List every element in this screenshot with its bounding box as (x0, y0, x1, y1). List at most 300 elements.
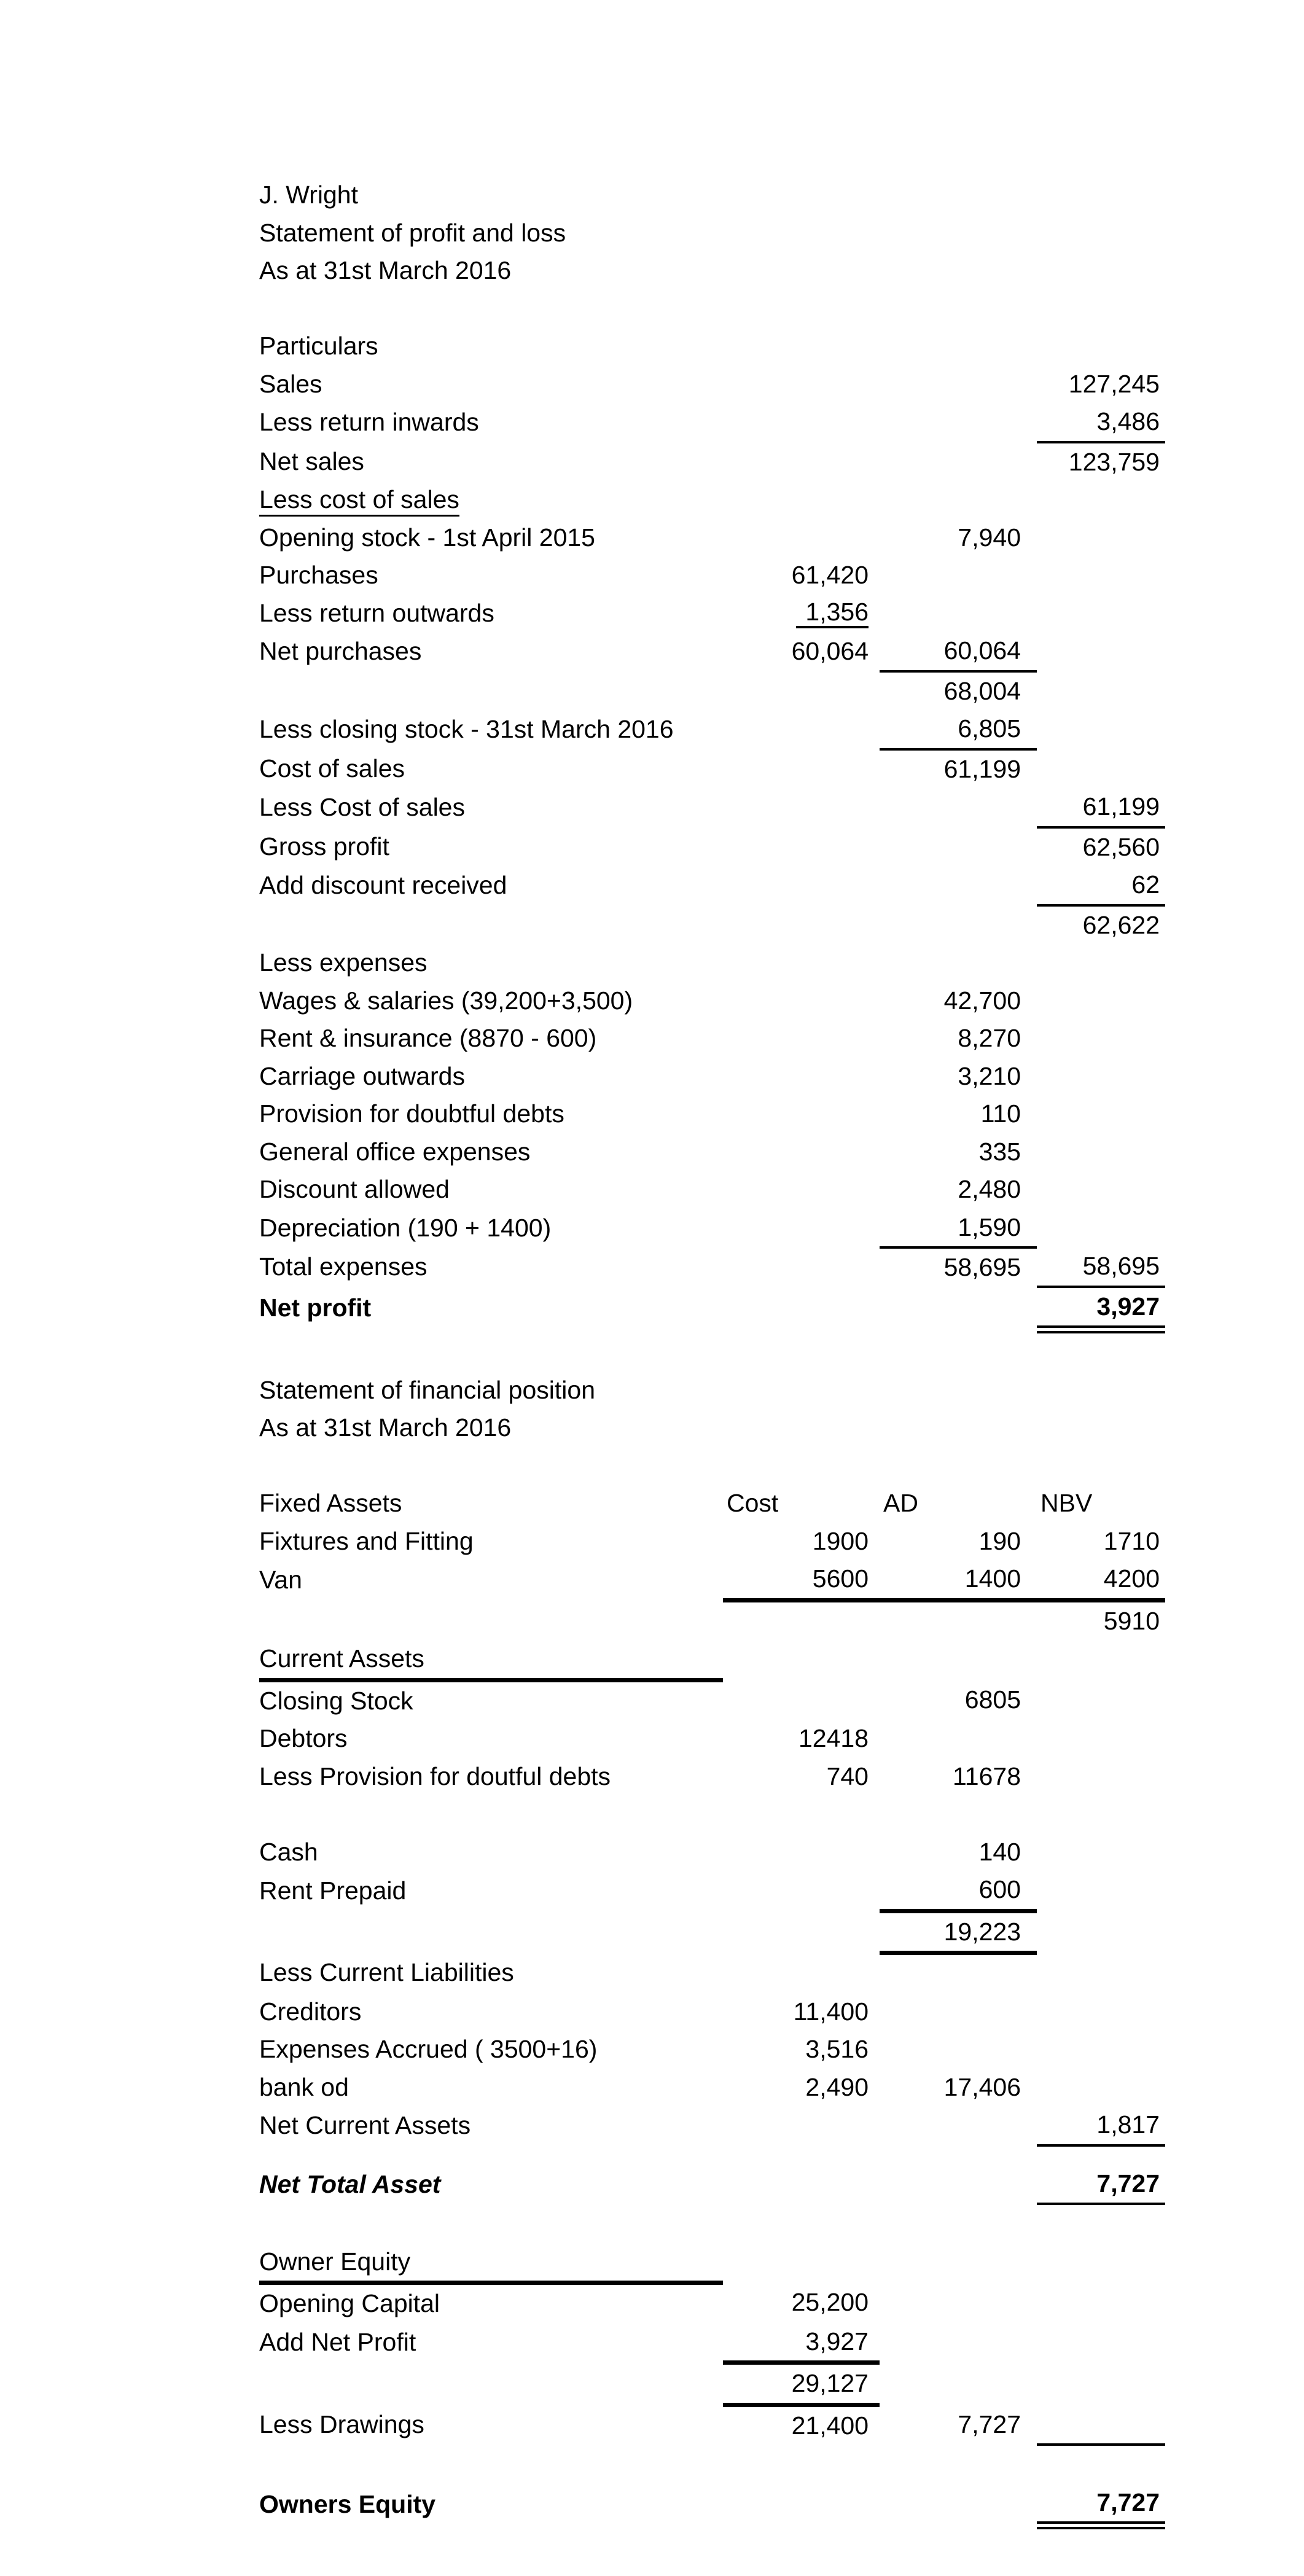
spacer-row (259, 1447, 1165, 1485)
amount-cell-b (723, 2323, 880, 2363)
amount-cell-c (880, 252, 1037, 290)
row-label-cell (259, 481, 723, 519)
table-row (259, 1758, 1165, 1796)
table-row (259, 944, 1165, 982)
amount-cell-c (880, 365, 1037, 404)
amount-text: 1710 (1103, 1526, 1160, 1555)
amount-cell-c (880, 2405, 1037, 2445)
amount-cell-d (1037, 1209, 1165, 1248)
amount-text: 7,727 (1096, 2169, 1160, 2198)
table-row (259, 866, 1165, 905)
row-label-cell (259, 1058, 723, 1096)
row-label-text: Depreciation (190 + 1400) (259, 1213, 552, 1242)
row-label-cell (259, 1720, 723, 1758)
row-label-text: Total expenses (259, 1252, 428, 1281)
table-row (259, 2363, 1165, 2405)
row-label-cell (259, 1560, 723, 1600)
amount-cell-c (880, 519, 1037, 557)
amount-cell-d (1037, 1287, 1165, 1330)
row-label-text: Rent Prepaid (259, 1876, 407, 1905)
amount-cell-c (880, 442, 1037, 482)
row-label-text: Opening Capital (259, 2289, 440, 2318)
row-label-text: Net profit (259, 1293, 372, 1322)
amount-text: 6805 (964, 1685, 1021, 1714)
amount-text: 21,400 (791, 2411, 869, 2440)
row-label-text: Rent & insurance (8870 - 600) (259, 1024, 597, 1053)
amount-text: 1,590 (958, 1212, 1021, 1241)
amount-cell-b (723, 2283, 880, 2323)
row-label-cell (259, 827, 723, 867)
amount-cell-c (880, 2323, 1037, 2363)
amount-cell-c (880, 671, 1037, 711)
amount-text: 740 (826, 1762, 869, 1790)
amount-cell-b (723, 749, 880, 789)
row-label-text: J. Wright (259, 181, 358, 209)
table-row (259, 252, 1165, 290)
table-row (259, 905, 1165, 945)
row-label-cell (259, 749, 723, 789)
table-row (259, 1287, 1165, 1330)
table-row (259, 1833, 1165, 1872)
amount-text: 61,420 (791, 561, 869, 590)
amount-text: 1900 (812, 1526, 869, 1555)
row-label-cell (259, 2363, 723, 2405)
amount-cell-b (723, 214, 880, 252)
amount-cell-d (1037, 2069, 1165, 2107)
amount-cell-b (723, 252, 880, 290)
amount-text: 4200 (1103, 1564, 1160, 1593)
amount-text: 7,940 (958, 523, 1021, 552)
row-label-cell (259, 1680, 723, 1720)
row-label-text: As at 31st March 2016 (259, 1413, 512, 1442)
row-label-text: Owner Equity (259, 2247, 411, 2276)
row-label-cell (259, 1911, 723, 1953)
amount-text: 11678 (953, 1762, 1021, 1790)
amount-cell-d (1037, 481, 1165, 519)
table-row (259, 1953, 1165, 1993)
table-row (259, 1247, 1165, 1287)
row-label-text: Less return inwards (259, 408, 479, 437)
table-row (259, 1020, 1165, 1058)
amount-text: 7,727 (958, 2410, 1021, 2438)
amount-cell-c (880, 176, 1037, 214)
spacer-row (259, 2145, 1165, 2165)
amount-cell-b (723, 2031, 880, 2069)
table-row (259, 327, 1165, 365)
table-row (259, 827, 1165, 867)
row-label-cell (259, 866, 723, 905)
row-label-cell (259, 632, 723, 671)
amount-text: 7,727 (1096, 2488, 1160, 2516)
row-label-text: Current Assets (259, 1644, 424, 1673)
amount-cell-b (723, 442, 880, 482)
amount-cell-d (1037, 1058, 1165, 1096)
row-label-text: Less Drawings (259, 2410, 424, 2438)
amount-cell-d (1037, 2484, 1165, 2526)
table-row (259, 403, 1165, 442)
amount-cell-c (880, 327, 1037, 365)
row-label-text: Less cost of sales (259, 485, 459, 517)
row-label-cell (259, 252, 723, 290)
amount-cell-c (880, 1720, 1037, 1758)
amount-cell-c (880, 1871, 1037, 1911)
amount-cell-c (880, 1247, 1037, 1287)
row-label-cell (259, 982, 723, 1020)
amount-cell-c (880, 982, 1037, 1020)
amount-text: 12418 (798, 1724, 869, 1753)
amount-text: 6,805 (958, 714, 1021, 743)
amount-cell-c (880, 866, 1037, 905)
amount-text: 68,004 (943, 676, 1021, 705)
amount-text: 110 (980, 1099, 1021, 1128)
amount-cell-c (880, 2484, 1037, 2526)
table-row (259, 1720, 1165, 1758)
amount-cell-d (1037, 1171, 1165, 1209)
amount-cell-d (1037, 252, 1165, 290)
table-row (259, 2069, 1165, 2107)
table-row (259, 176, 1165, 214)
row-label-text: Owners Equity (259, 2489, 436, 2518)
table-row (259, 1993, 1165, 2031)
amount-text: 3,927 (805, 2327, 869, 2355)
row-label-text: Provision for doubtful debts (259, 1099, 564, 1128)
amount-cell-d (1037, 1095, 1165, 1133)
row-label-text: Gross profit (259, 832, 389, 861)
amount-cell-b (723, 2243, 880, 2283)
row-label-text: Less Current Liabilities (259, 1958, 514, 1987)
row-label-text: Sales (259, 369, 322, 398)
table-row (259, 1600, 1165, 1640)
amount-cell-b (723, 1758, 880, 1796)
amount-text: NBV (1040, 1489, 1093, 1518)
row-label-cell (259, 1640, 723, 1680)
table-row (259, 632, 1165, 671)
amount-cell-b (723, 1911, 880, 1953)
amount-cell-d (1037, 944, 1165, 982)
spacer-row (259, 290, 1165, 328)
amount-cell-b (723, 982, 880, 1020)
amount-text: 3,516 (805, 2035, 869, 2064)
amount-text: 123,759 (1068, 447, 1160, 476)
amount-cell-c (880, 749, 1037, 789)
amount-cell-b (723, 1287, 880, 1330)
amount-cell-b (723, 1095, 880, 1133)
amount-cell-c (880, 556, 1037, 595)
amount-cell-d (1037, 1833, 1165, 1872)
table-row (259, 1485, 1165, 1523)
amount-cell-d (1037, 327, 1165, 365)
amount-cell-d (1037, 442, 1165, 482)
amount-cell-b (723, 1720, 880, 1758)
row-label-text: Creditors (259, 1997, 362, 2026)
row-label-cell (259, 1020, 723, 1058)
amount-text: 600 (978, 1875, 1021, 1904)
amount-cell-b (723, 1409, 880, 1447)
amount-cell-d (1037, 214, 1165, 252)
amount-text: 62,560 (1082, 832, 1160, 861)
row-label-cell (259, 327, 723, 365)
spacer-cell (259, 290, 1165, 328)
amount-text: 3,927 (1096, 1292, 1160, 1321)
row-label-cell (259, 2405, 723, 2445)
amount-text: 1,817 (1096, 2110, 1160, 2139)
row-label-cell (259, 2106, 723, 2145)
amount-text: 127,245 (1068, 369, 1160, 398)
table-row (259, 1871, 1165, 1911)
row-label-cell (259, 710, 723, 749)
row-label-text: Less Provision for doutful debts (259, 1762, 611, 1790)
amount-text: 25,200 (791, 2288, 869, 2317)
amount-cell-c (880, 1409, 1037, 1447)
amount-cell-d (1037, 1640, 1165, 1680)
row-label-text: Expenses Accrued ( 3500+16) (259, 2035, 598, 2064)
amount-cell-c (880, 1287, 1037, 1330)
amount-cell-d (1037, 595, 1165, 633)
amount-cell-b (723, 1833, 880, 1872)
row-label-text: Fixed Assets (259, 1489, 402, 1518)
row-label-cell (259, 1095, 723, 1133)
amount-cell-b (723, 1680, 880, 1720)
table-row (259, 1640, 1165, 1680)
amount-cell-b (723, 1993, 880, 2031)
amount-text: 62 (1131, 870, 1160, 899)
amount-text: 61,199 (1082, 792, 1160, 821)
table-row (259, 2165, 1165, 2204)
amount-cell-c (880, 944, 1037, 982)
row-label-cell (259, 595, 723, 633)
amount-cell-d (1037, 1485, 1165, 1523)
amount-cell-b (723, 1372, 880, 1410)
amount-cell-b (723, 2363, 880, 2405)
amount-cell-c (880, 788, 1037, 827)
row-label-text: Carriage outwards (259, 1061, 465, 1090)
row-label-cell (259, 1523, 723, 1561)
amount-text: 60,064 (943, 636, 1021, 665)
amount-cell-b (723, 556, 880, 595)
row-label-text: Net purchases (259, 637, 422, 666)
table-row (259, 481, 1165, 519)
amount-cell-c (880, 1560, 1037, 1600)
row-label-cell (259, 671, 723, 711)
amount-cell-b (723, 671, 880, 711)
row-label-text: Less closing stock - 31st March 2016 (259, 715, 674, 744)
row-label-cell (259, 1600, 723, 1640)
amount-cell-c (880, 1095, 1037, 1133)
amount-text: 8,270 (958, 1024, 1021, 1053)
amount-cell-d (1037, 403, 1165, 442)
amount-text: 42,700 (943, 986, 1021, 1015)
table-row (259, 1911, 1165, 1953)
amount-cell-d (1037, 1523, 1165, 1561)
row-label-cell (259, 556, 723, 595)
amount-cell-c (880, 2069, 1037, 2107)
amount-text: 2,490 (805, 2072, 869, 2101)
spacer-row (259, 2204, 1165, 2243)
table-row (259, 442, 1165, 482)
amount-cell-d (1037, 788, 1165, 827)
row-label-cell (259, 1287, 723, 1330)
row-label-cell (259, 1833, 723, 1872)
amount-cell-c (880, 632, 1037, 671)
row-label-cell (259, 365, 723, 404)
table-row (259, 2106, 1165, 2145)
row-label-text: General office expenses (259, 1137, 531, 1166)
amount-text: 58,695 (943, 1253, 1021, 1282)
row-label-cell (259, 1953, 723, 1993)
amount-cell-d (1037, 1133, 1165, 1171)
amount-cell-d (1037, 1020, 1165, 1058)
amount-cell-d (1037, 2165, 1165, 2204)
amount-cell-d (1037, 1758, 1165, 1796)
amount-text: 62,622 (1082, 910, 1160, 939)
amount-cell-d (1037, 2106, 1165, 2145)
amount-cell-d (1037, 2283, 1165, 2323)
row-label-cell (259, 2283, 723, 2323)
table-row (259, 1209, 1165, 1248)
row-label-cell (259, 214, 723, 252)
amount-cell-c (880, 1600, 1037, 1640)
amount-cell-c (880, 1372, 1037, 1410)
amount-text: 140 (978, 1837, 1021, 1866)
table-row (259, 365, 1165, 404)
amount-cell-c (880, 403, 1037, 442)
row-label-cell (259, 2323, 723, 2363)
row-label-text: Cost of sales (259, 754, 405, 783)
table-row (259, 1560, 1165, 1600)
row-label-cell (259, 1171, 723, 1209)
amount-cell-c (880, 1133, 1037, 1171)
amount-cell-d (1037, 1953, 1165, 1993)
amount-cell-c (880, 710, 1037, 749)
amount-cell-c (880, 2363, 1037, 2405)
table-row (259, 1133, 1165, 1171)
row-label-text: Debtors (259, 1724, 348, 1753)
row-label-text: bank od (259, 2072, 349, 2101)
table-row (259, 556, 1165, 595)
amount-text: 5600 (812, 1564, 869, 1593)
row-label-text: Fixtures and Fitting (259, 1526, 474, 1555)
amount-cell-c (880, 1911, 1037, 1953)
row-label-text: As at 31st March 2016 (259, 256, 512, 285)
amount-cell-b (723, 327, 880, 365)
row-label-text: Less Cost of sales (259, 793, 465, 822)
amount-cell-d (1037, 982, 1165, 1020)
amount-cell-b (723, 519, 880, 557)
amount-cell-d (1037, 365, 1165, 404)
amount-cell-c (880, 905, 1037, 945)
row-label-text: Discount allowed (259, 1175, 450, 1204)
amount-cell-c (880, 214, 1037, 252)
table-row (259, 1058, 1165, 1096)
spacer-row (259, 2445, 1165, 2484)
amount-cell-b (723, 788, 880, 827)
row-label-text: Wages & salaries (39,200+3,500) (259, 986, 633, 1015)
amount-text: 17,406 (943, 2072, 1021, 2101)
row-label-text: Net sales (259, 447, 364, 475)
amount-cell-b (723, 1171, 880, 1209)
amount-cell-d (1037, 556, 1165, 595)
amount-cell-b (723, 1560, 880, 1600)
amount-cell-d (1037, 176, 1165, 214)
table-row (259, 1171, 1165, 1209)
amount-cell-d (1037, 827, 1165, 867)
table-row (259, 2283, 1165, 2323)
table-row (259, 1409, 1165, 1447)
amount-cell-b (723, 1485, 880, 1523)
amount-cell-c (880, 2283, 1037, 2323)
row-label-text: Statement of financial position (259, 1375, 595, 1404)
row-label-cell (259, 788, 723, 827)
amount-cell-d (1037, 905, 1165, 945)
amount-text: 335 (978, 1137, 1021, 1166)
row-label-text: Purchases (259, 561, 378, 590)
spacer-cell (259, 2145, 1165, 2165)
row-label-cell (259, 1247, 723, 1287)
amount-cell-b (723, 1640, 880, 1680)
amount-cell-b (723, 2106, 880, 2145)
amount-cell-c (880, 1758, 1037, 1796)
amount-cell-b (723, 1058, 880, 1096)
table-row (259, 1680, 1165, 1720)
amount-cell-b (723, 632, 880, 671)
table-row (259, 2243, 1165, 2283)
amount-cell-c (880, 1485, 1037, 1523)
table-row (259, 1523, 1165, 1561)
amount-cell-b (723, 1247, 880, 1287)
amount-cell-d (1037, 1680, 1165, 1720)
amount-cell-c (880, 1171, 1037, 1209)
row-label-cell (259, 1209, 723, 1248)
amount-text: 11,400 (793, 1997, 869, 2026)
amount-cell-d (1037, 2323, 1165, 2363)
amount-cell-c (880, 1833, 1037, 1872)
table-row (259, 710, 1165, 749)
amount-cell-b (723, 2484, 880, 2526)
table-row (259, 982, 1165, 1020)
amount-text: 61,199 (943, 754, 1021, 783)
amount-cell-d (1037, 1247, 1165, 1287)
amount-cell-c (880, 2031, 1037, 2069)
row-label-cell (259, 2484, 723, 2526)
table-row (259, 2031, 1165, 2069)
row-label-cell (259, 2165, 723, 2204)
amount-cell-b (723, 905, 880, 945)
amount-text: 190 (978, 1526, 1021, 1555)
amount-cell-c (880, 2243, 1037, 2283)
amount-cell-d (1037, 1911, 1165, 1953)
amount-text: AD (883, 1489, 918, 1518)
table-row (259, 749, 1165, 789)
amount-text: 1400 (964, 1564, 1021, 1593)
amount-cell-d (1037, 1720, 1165, 1758)
amount-cell-d (1037, 2363, 1165, 2405)
table-row (259, 1095, 1165, 1133)
table-row (259, 1372, 1165, 1410)
row-label-cell (259, 1409, 723, 1447)
amount-text: 3,210 (958, 1061, 1021, 1090)
amount-cell-d (1037, 1871, 1165, 1911)
amount-cell-b (723, 1209, 880, 1248)
amount-cell-c (880, 1209, 1037, 1248)
table-row (259, 671, 1165, 711)
amount-cell-d (1037, 1993, 1165, 2031)
row-label-cell (259, 1871, 723, 1911)
amount-cell-b (723, 1133, 880, 1171)
amount-text: 60,064 (791, 637, 869, 666)
amount-cell-b (723, 1600, 880, 1640)
amount-cell-d (1037, 519, 1165, 557)
row-label-text: Add Net Profit (259, 2328, 416, 2357)
